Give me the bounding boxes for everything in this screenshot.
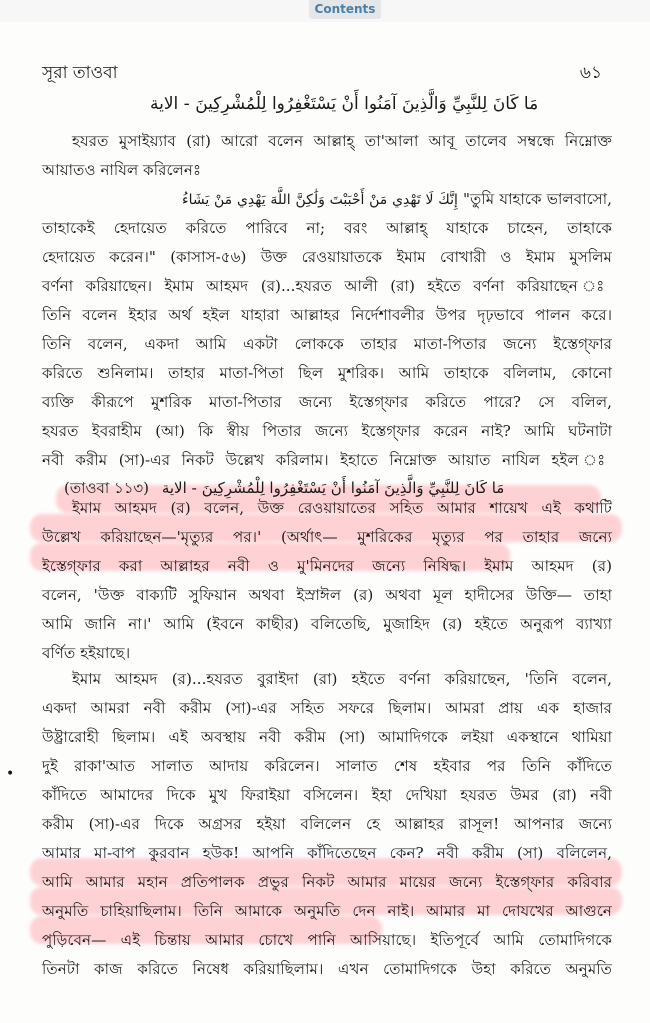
text-line: একদা আমরা নবী করীম (সা)-এর সহিত সফরে ছিলাম। আমরা প্রায় এক হাজার [42,699,612,717]
text-line: তিনি বলেন ইহার অর্থ হইল যাহারা আল্লাহর নির্দেশাবলীর উপর দৃঢ়ভাবে পালন করে। [42,306,612,324]
text-line: তাহাকেই হেদায়েত করিতে পারিবে না; বরং আল্লাহ্ যাহাকে চাহেন, তাহাকে [42,219,612,237]
arabic-verse: مَا كَانَ لِلنَّبِيِّ وَالَّذِينَ آمَنُوا أَنْ يَسْتَغْفِرُوا لِلْمُشْرِكِينَ - الاية [161,479,505,497]
contents-button[interactable]: Contents [309,0,381,19]
arabic-verse: مَا كَانَ لِلنَّبِيِّ وَالَّذِينَ آمَنُوا أَنْ يَسْتَغْفِرُوا لِلْمُشْرِكِينَ - الاية [150,94,539,114]
surah-title: সূরা তাওবা [42,63,118,83]
text-line: হযরত ইবরাহীম (আ) কি স্বীয় পিতার জন্যে ইস্তেগ্ফার করেন নাই? আমি ঘটনাটা [42,422,612,440]
text-line: বলেন, 'উক্ত বাক্যটি সুফিয়ান অথবা ইস্রাঈল (র) অথবা মূল হাদীসের উক্তি— তাহা [42,586,612,604]
text-line: অনুমতি চাহিয়াছিলাম। তিনি আমাকে অনুমতি দেন নাই। আমার মা দোযখের আগুনে [42,902,612,920]
book-page [0,22,650,1023]
text-line: ব্যক্তি কীরূপে মুশরিক মাতা-পিতার জন্যে ইস্তেগ্ফার করিতে পারে? সে বলিল, [42,393,612,411]
arabic-inline-verse: إِنَّكَ لَا تَهْدِي مَنْ أَحْبَبْتَ وَلَٰكِنَّ اللَّهَ يَهْدِي مَنْ يَشَاءُ [182,192,458,208]
page-number: ৬১ [579,63,602,83]
text-line: পুড়িবেন— এই চিন্তায় আমার চোখে পানি আসিয়াছে। ইতিপূর্বে আমি তোমাদিগকে [42,931,612,949]
text-line: আমি আমার মহান প্রতিপালক প্রভুর নিকট আমার মায়ের জন্যে ইস্তেগ্ফার করিবার [42,873,612,891]
text-line: বর্ণিত হইয়াছে। [42,644,131,662]
text-line: করিতে শুনিলাম। তাহার মাতা-পিতা ছিল মুশরিক। আমি তাহাকে বলিলাম, কোনো [42,364,612,382]
text-line: ইস্তেগ্ফার করা আল্লাহর নবী ও মু'মিনদের জন্যে নিষিদ্ধ। ইমাম আহমদ (র) [42,557,612,575]
text-line: তিনটা কাজ করিতে নিষেধ করিয়াছিলাম। এখন তোমাদিগকে উহা করিতে অনুমতি [42,960,612,978]
text-line: হেদায়েত করেন।" (কাসাস-৫৬) উক্ত রেওয়ায়াতকে ইমাম বোখারী ও ইমাম মুসলিম [42,248,612,266]
text-line: ইমাম আহমদ (র) বলেন, উক্ত রেওয়ায়াতের সহিত আমার শায়েখ এই কথাটি [72,499,612,517]
text-line: হযরত মুসাইয়্যাব (রা) আরো বলেন আল্লাহ্ তা'আলা আবূ তালেব সম্বন্ধে নিম্নোক্ত [72,132,612,150]
text-line: বর্ণনা করিয়াছেন। ইমাম আহমদ (র)...হযরত আলী (রা) হইতে বর্ণনা করিয়াছেন ঃ [42,277,612,295]
margin-dot: • [6,766,15,782]
text-line: উষ্ট্রারোহী ছিলাম। এই অবস্থায় নবী করীম (সা) আমাদিগকে লইয়া একস্থানে থামিয়া [42,728,612,746]
text-line: দুই রাকা'আত সালাত আদায় করিলেন। সালাত শেষ হইবার পর তিনি কাঁদিতে [42,757,612,775]
top-toolbar [0,0,650,22]
text-line: ইমাম আহমদ (র)...হযরত বুরাইদা (রা) হইতে বর্ণনা করিয়াছেন, 'তিনি বলেন, [72,670,612,688]
text-line: "তুমি যাহাকে ভালবাসো, [463,190,613,208]
text-line: উল্লেখ করিয়াছেন—'মৃত্যুর পর।' (অর্থাৎ— মুশরিকের মৃত্যুর পর তাহার জন্যে [42,528,612,546]
text-line: আয়াতও নাযিল করিলেনঃ [42,161,202,179]
text-line: আমি জানি না।' আমি (ইবনে কাছীর) বলিতেছি, মুজাহিদ (র) হইতে অনুরূপ ব্যাখ্যা [42,615,612,633]
text-line: আমার মা-বাপ কুরবান হউক! আপনি কাঁদিতেছেন কেন? নবী করীম (সা) বলিলেন, [42,844,612,862]
text-line: কাঁদিতে আমাদের দিকে মুখ ফিরাইয়া বসিলেন। ইহা দেখিয়া হযরত উমর (রা) নবী [42,786,612,804]
text-line [182,185,612,215]
verse-reference: (তাওবা ১১৩) [64,479,150,497]
text-line: নবী করীম (সা)-এর নিকট উল্লেখ করিলাম। ইহাতে নিম্নোক্ত আয়াত নাযিল হইল ঃ [42,451,612,469]
text-line: করীম (সা)-এর দিকে অগ্রসর হইয়া বলিলেন হে আল্লাহর রাসূল! আপনার জন্যে [42,815,612,833]
text-line: তিনি বলেন, একদা আমি একটা লোককে তাহার মাতা-পিতার জন্যে ইস্তেগ্ফার [42,335,612,353]
